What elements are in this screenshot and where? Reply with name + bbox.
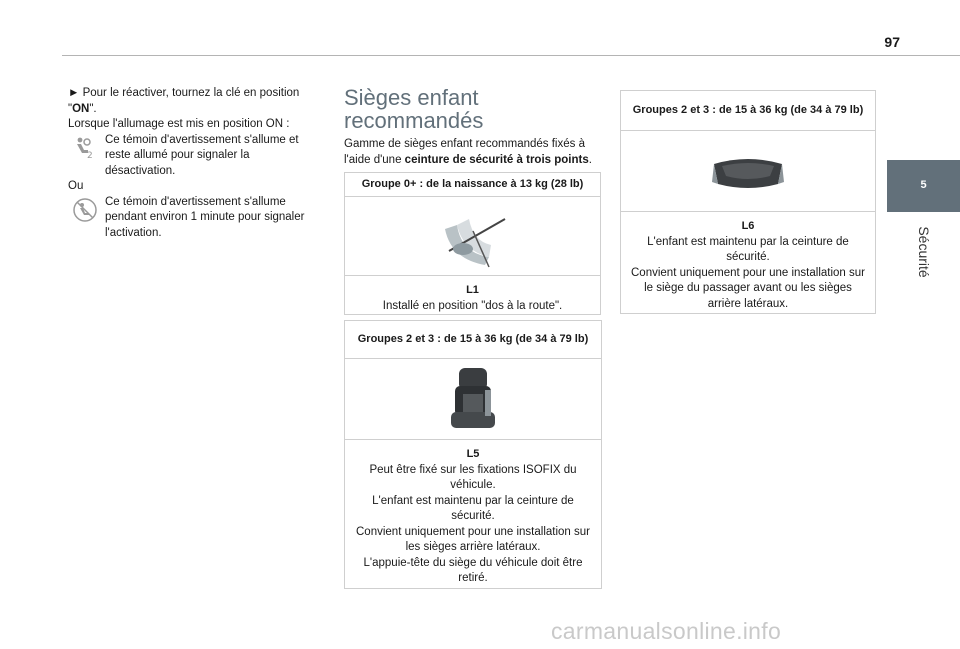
seat-box-header: Groupes 2 et 3 : de 15 à 36 kg (de 34 à 79 lb): [621, 91, 875, 131]
section-title-line1: Sièges enfant: [344, 85, 479, 110]
intro-text: Gamme de sièges enfant recommandés fixés à l'aide d'une: [344, 138, 585, 166]
seat-code: L1: [466, 284, 479, 296]
chapter-number: 5: [920, 179, 927, 191]
section-title-line2: recommandés: [344, 108, 484, 133]
top-rule: [62, 55, 960, 56]
left-column: [68, 86, 318, 241]
warning-deactivation: [68, 133, 318, 180]
airbag-off-warning-icon: [72, 135, 96, 159]
seat-code: L6: [741, 220, 755, 232]
on-position: ON: [72, 102, 90, 115]
seat-box-l1: [344, 172, 601, 315]
section-title: [344, 86, 604, 132]
ignition-text: Lorsque l'allumage est mis en position ON :: [68, 118, 290, 130]
seat-box-description: [345, 276, 600, 314]
arrow-bullet: ►: [68, 87, 80, 99]
watermark: carmanualsonline.info: [551, 618, 782, 644]
chapter-tab[interactable]: [887, 160, 960, 212]
seat-box-description: [621, 212, 875, 312]
chapter-label: Sécurité: [915, 226, 932, 278]
seat-box-header: Groupe 0+ : de la naissance à 13 kg (28 lb): [345, 173, 600, 197]
booster-seat-backrest-image: [445, 364, 501, 434]
seat-desc-line: Convient uniquement pour une installation sur les sièges arrière latéraux.: [356, 525, 590, 553]
seat-box-l6: [620, 90, 876, 314]
seat-desc-line: L'enfant est maintenu par la ceinture de sécurité.: [372, 494, 574, 522]
seat-image-area: [345, 197, 600, 276]
warning-activation: [68, 195, 318, 242]
section-intro: [344, 137, 600, 168]
airbag-on-warning-icon: [72, 197, 98, 223]
intro-bold: ceinture de sécurité à trois points: [404, 153, 589, 166]
seat-desc-line: Installé en position "dos à la route".: [382, 299, 563, 312]
intro-end: .: [588, 153, 592, 166]
seat-desc-line: Peut être fixé sur les fixations ISOFIX du véhicule.: [369, 463, 577, 491]
warning-activation-text: Ce témoin d'avertissement s'allume pendant environ 1 minute pour signaler l'activation.: [105, 195, 305, 239]
seat-desc-line: L'enfant est maintenu par la ceinture de sécurité.: [647, 235, 849, 263]
infant-carrier-image: [433, 201, 513, 271]
seat-box-description: [345, 440, 601, 587]
warning-deactivation-text: Ce témoin d'avertissement s'allume et reste allumé pour signaler la désactivation.: [105, 133, 299, 177]
svg-text:2: 2: [87, 150, 93, 159]
chapter-label-area: [887, 212, 960, 292]
reactivate-end: ".: [89, 102, 97, 115]
seat-box-header: Groupes 2 et 3 : de 15 à 36 kg (de 34 à 79 lb): [345, 321, 601, 359]
seat-image-area: [621, 131, 875, 212]
reactivate-instruction: [68, 86, 318, 117]
booster-cushion-image: [708, 146, 788, 196]
page-number: 97: [884, 34, 900, 50]
seat-desc-line: Convient uniquement pour une installation sur le siège du passager avant ou les sièges arrière latéraux.: [631, 266, 865, 310]
seat-image-area: [345, 359, 601, 440]
or-text: Ou: [68, 180, 84, 192]
seat-box-l5: [344, 320, 602, 589]
seat-desc-line: L'appuie-tête du siège du véhicule doit être retiré.: [363, 556, 583, 584]
reactivate-text: Pour le réactiver, tournez la clé en position ": [68, 87, 300, 115]
seat-code: L5: [466, 448, 480, 460]
